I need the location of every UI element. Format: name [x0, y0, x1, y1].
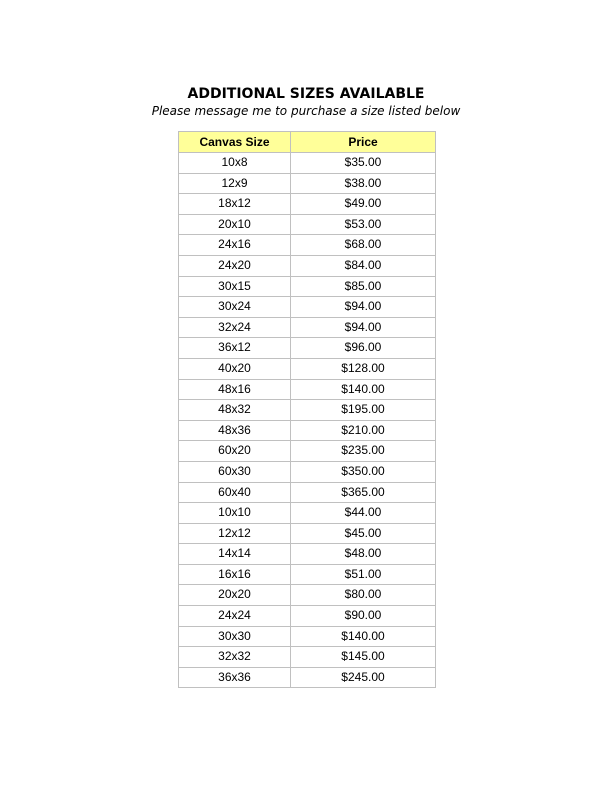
price-cell: $35.00 [291, 153, 436, 174]
canvas-size-cell: 48x36 [179, 420, 291, 441]
canvas-size-cell: 24x20 [179, 255, 291, 276]
canvas-size-cell: 30x24 [179, 297, 291, 318]
price-cell: $210.00 [291, 420, 436, 441]
table-row [179, 585, 436, 606]
price-cell: $235.00 [291, 441, 436, 462]
canvas-size-cell: 14x14 [179, 544, 291, 565]
price-cell: $49.00 [291, 194, 436, 215]
table-row [179, 297, 436, 318]
table-row [179, 564, 436, 585]
canvas-size-cell: 48x32 [179, 400, 291, 421]
table-row [179, 379, 436, 400]
table-row [179, 358, 436, 379]
canvas-size-cell: 32x32 [179, 647, 291, 668]
canvas-size-cell: 40x20 [179, 358, 291, 379]
canvas-size-cell: 60x30 [179, 461, 291, 482]
canvas-size-cell: 30x30 [179, 626, 291, 647]
price-cell: $48.00 [291, 544, 436, 565]
price-cell: $145.00 [291, 647, 436, 668]
price-cell: $195.00 [291, 400, 436, 421]
price-table [178, 131, 436, 688]
canvas-size-cell: 20x20 [179, 585, 291, 606]
table-row [179, 606, 436, 627]
table-row [179, 400, 436, 421]
column-header-price: Price [291, 132, 436, 153]
price-cell: $140.00 [291, 379, 436, 400]
price-cell: $128.00 [291, 358, 436, 379]
price-cell: $44.00 [291, 503, 436, 524]
price-table-body [179, 153, 436, 688]
canvas-size-cell: 10x8 [179, 153, 291, 174]
price-cell: $94.00 [291, 297, 436, 318]
table-row [179, 317, 436, 338]
table-row [179, 647, 436, 668]
price-cell: $350.00 [291, 461, 436, 482]
canvas-size-cell: 60x40 [179, 482, 291, 503]
table-row [179, 667, 436, 688]
page-title: ADDITIONAL SIZES AVAILABLE [187, 86, 425, 102]
price-cell: $365.00 [291, 482, 436, 503]
canvas-size-cell: 32x24 [179, 317, 291, 338]
canvas-size-cell: 12x9 [179, 173, 291, 194]
table-row [179, 255, 436, 276]
column-header-canvas-size: Canvas Size [179, 132, 291, 153]
canvas-size-cell: 16x16 [179, 564, 291, 585]
table-row [179, 276, 436, 297]
canvas-size-cell: 20x10 [179, 214, 291, 235]
table-row [179, 544, 436, 565]
table-header-row [179, 132, 436, 153]
canvas-size-cell: 60x20 [179, 441, 291, 462]
canvas-size-cell: 10x10 [179, 503, 291, 524]
table-row [179, 338, 436, 359]
price-cell: $80.00 [291, 585, 436, 606]
canvas-size-cell: 48x16 [179, 379, 291, 400]
table-row [179, 503, 436, 524]
table-row [179, 626, 436, 647]
canvas-size-cell: 24x16 [179, 235, 291, 256]
table-row [179, 482, 436, 503]
canvas-size-cell: 18x12 [179, 194, 291, 215]
price-cell: $85.00 [291, 276, 436, 297]
table-row [179, 153, 436, 174]
canvas-size-cell: 30x15 [179, 276, 291, 297]
price-cell: $53.00 [291, 214, 436, 235]
page-subtitle: Please message me to purchase a size listed below [151, 104, 461, 118]
canvas-size-cell: 12x12 [179, 523, 291, 544]
table-row [179, 523, 436, 544]
table-row [179, 214, 436, 235]
table-row [179, 173, 436, 194]
price-cell: $68.00 [291, 235, 436, 256]
price-cell: $51.00 [291, 564, 436, 585]
price-cell: $96.00 [291, 338, 436, 359]
price-cell: $38.00 [291, 173, 436, 194]
price-cell: $245.00 [291, 667, 436, 688]
table-row [179, 194, 436, 215]
table-row [179, 441, 436, 462]
price-cell: $45.00 [291, 523, 436, 544]
canvas-size-cell: 24x24 [179, 606, 291, 627]
table-row [179, 420, 436, 441]
canvas-size-cell: 36x36 [179, 667, 291, 688]
table-row [179, 461, 436, 482]
price-cell: $84.00 [291, 255, 436, 276]
canvas-size-cell: 36x12 [179, 338, 291, 359]
price-cell: $94.00 [291, 317, 436, 338]
table-row [179, 235, 436, 256]
price-cell: $90.00 [291, 606, 436, 627]
price-cell: $140.00 [291, 626, 436, 647]
